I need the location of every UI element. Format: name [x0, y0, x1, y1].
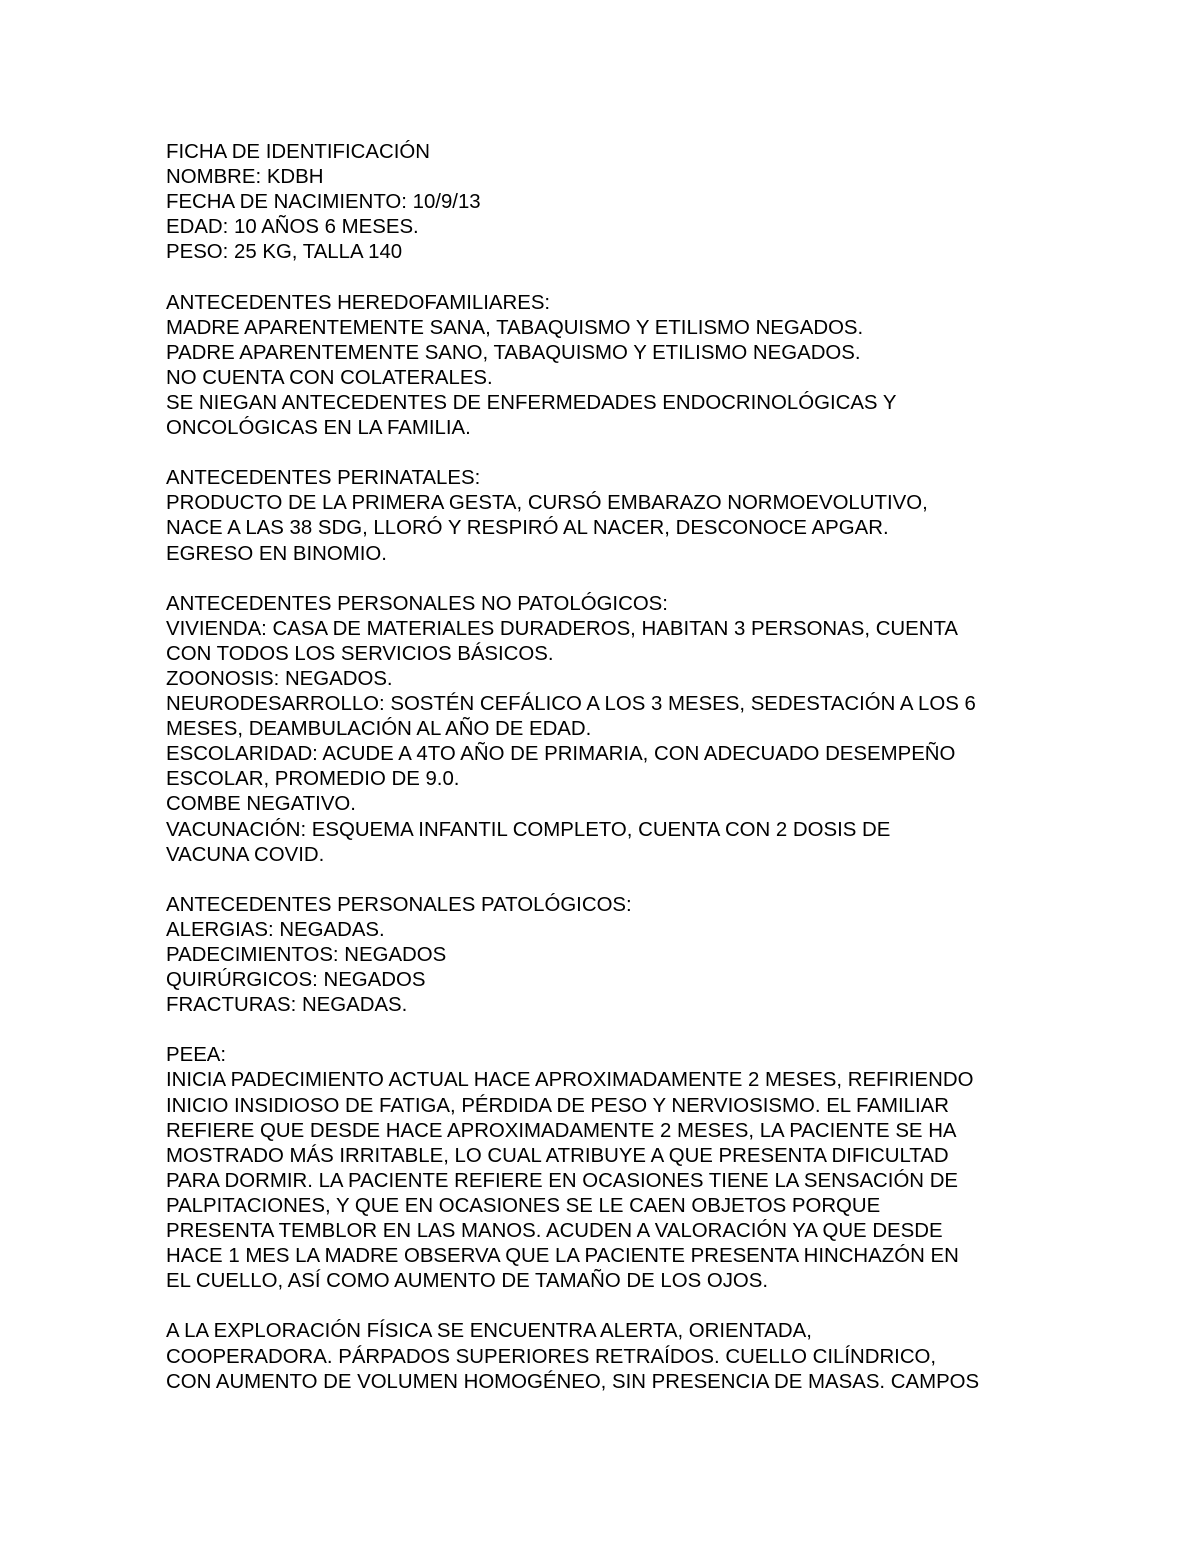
text-line: ESCOLARIDAD: ACUDE A 4TO AÑO DE PRIMARIA, CON ADECUADO DESEMPEÑO	[166, 743, 956, 766]
text-line: COMBE NEGATIVO.	[166, 793, 356, 816]
section-heading-line: ANTECEDENTES PERSONALES NO PATOLÓGICOS:	[166, 592, 668, 615]
section-heading-line: PEEA:	[166, 1044, 227, 1067]
text-line: CON TODOS LOS SERVICIOS BÁSICOS.	[166, 642, 554, 665]
text-line: MOSTRADO MÁS IRRITABLE, LO CUAL ATRIBUYE A QUE PRESENTA DIFICULTAD	[166, 1144, 949, 1167]
text-line: NOMBRE: KDBH	[166, 166, 324, 189]
text-line: ZOONOSIS: NEGADOS.	[166, 667, 393, 690]
text-line: EDAD: 10 AÑOS 6 MESES.	[166, 216, 419, 239]
section-heading-line: ANTECEDENTES PERINATALES:	[166, 467, 481, 490]
text-line: ONCOLÓGICAS EN LA FAMILIA.	[166, 417, 471, 440]
text-line: EGRESO EN BINOMIO.	[166, 542, 387, 565]
text-line: QUIRÚRGICOS: NEGADOS	[166, 969, 426, 992]
text-line: FECHA DE NACIMIENTO: 10/9/13	[166, 191, 481, 214]
text-line: VACUNA COVID.	[166, 843, 325, 866]
text-line: ESCOLAR, PROMEDIO DE 9.0.	[166, 768, 460, 791]
section-ficha-identificacion	[166, 140, 1066, 265]
text-line: FRACTURAS: NEGADAS.	[166, 994, 408, 1017]
section-antecedentes-patologicos	[166, 893, 1066, 1018]
text-line: NO CUENTA CON COLATERALES.	[166, 366, 493, 389]
document-body	[166, 140, 1066, 1420]
text-line: PALPITACIONES, Y QUE EN OCASIONES SE LE CAEN OBJETOS PORQUE	[166, 1194, 881, 1217]
text-line: MADRE APARENTEMENTE SANA, TABAQUISMO Y ETILISMO NEGADOS.	[166, 316, 864, 339]
text-line: SE NIEGAN ANTECEDENTES DE ENFERMEDADES ENDOCRINOLÓGICAS Y	[166, 391, 897, 414]
text-line: PRESENTA TEMBLOR EN LAS MANOS. ACUDEN A VALORACIÓN YA QUE DESDE	[166, 1220, 943, 1243]
section-heading-line: ANTECEDENTES PERSONALES PATOLÓGICOS:	[166, 893, 632, 916]
text-line: REFIERE QUE DESDE HACE APROXIMADAMENTE 2 MESES, LA PACIENTE SE HA	[166, 1119, 957, 1142]
text-line: ALERGIAS: NEGADAS.	[166, 918, 385, 941]
section-heading-line: ANTECEDENTES HEREDOFAMILIARES:	[166, 291, 551, 314]
text-line: CON AUMENTO DE VOLUMEN HOMOGÉNEO, SIN PRESENCIA DE MASAS. CAMPOS	[166, 1370, 980, 1393]
text-line: PADRE APARENTEMENTE SANO, TABAQUISMO Y ETILISMO NEGADOS.	[166, 341, 861, 364]
text-line: INICIA PADECIMIENTO ACTUAL HACE APROXIMADAMENTE 2 MESES, REFIRIENDO	[166, 1069, 974, 1092]
text-line: INICIO INSIDIOSO DE FATIGA, PÉRDIDA DE PESO Y NERVIOSISMO. EL FAMILIAR	[166, 1094, 949, 1117]
section-heading-line: FICHA DE IDENTIFICACIÓN	[166, 141, 430, 163]
section-antecedentes-perinatales	[166, 466, 1066, 566]
text-line: NACE A LAS 38 SDG, LLORÓ Y RESPIRÓ AL NACER, DESCONOCE APGAR.	[166, 517, 889, 540]
section-antecedentes-heredofamiliares	[166, 291, 1066, 442]
text-line: MESES, DEAMBULACIÓN AL AÑO DE EDAD.	[166, 718, 592, 741]
section-heading-line: A LA EXPLORACIÓN FÍSICA SE ENCUENTRA ALERTA, ORIENTADA,	[166, 1320, 812, 1343]
text-line: PADECIMIENTOS: NEGADOS	[166, 944, 447, 966]
text-line: PARA DORMIR. LA PACIENTE REFIERE EN OCASIONES TIENE LA SENSACIÓN DE	[166, 1169, 959, 1192]
text-line: EL CUELLO, ASÍ COMO AUMENTO DE TAMAÑO DE LOS OJOS.	[166, 1270, 769, 1293]
text-line: NEURODESARROLLO: SOSTÉN CEFÁLICO A LOS 3 MESES, SEDESTACIÓN A LOS 6	[166, 693, 976, 716]
text-line: VIVIENDA: CASA DE MATERIALES DURADEROS, HABITAN 3 PERSONAS, CUENTA	[166, 617, 959, 640]
text-line: VACUNACIÓN: ESQUEMA INFANTIL COMPLETO, CUENTA CON 2 DOSIS DE	[166, 818, 891, 841]
section-peea	[166, 1043, 1066, 1294]
text-line: PRODUCTO DE LA PRIMERA GESTA, CURSÓ EMBARAZO NORMOEVOLUTIVO,	[166, 492, 928, 515]
text-line: COOPERADORA. PÁRPADOS SUPERIORES RETRAÍDOS. CUELLO CILÍNDRICO,	[166, 1345, 937, 1368]
section-antecedentes-no-patologicos	[166, 592, 1066, 868]
section-exploracion-fisica	[166, 1319, 1066, 1394]
text-line: HACE 1 MES LA MADRE OBSERVA QUE LA PACIENTE PRESENTA HINCHAZÓN EN	[166, 1245, 959, 1268]
text-line: PESO: 25 KG, TALLA 140	[166, 241, 403, 264]
